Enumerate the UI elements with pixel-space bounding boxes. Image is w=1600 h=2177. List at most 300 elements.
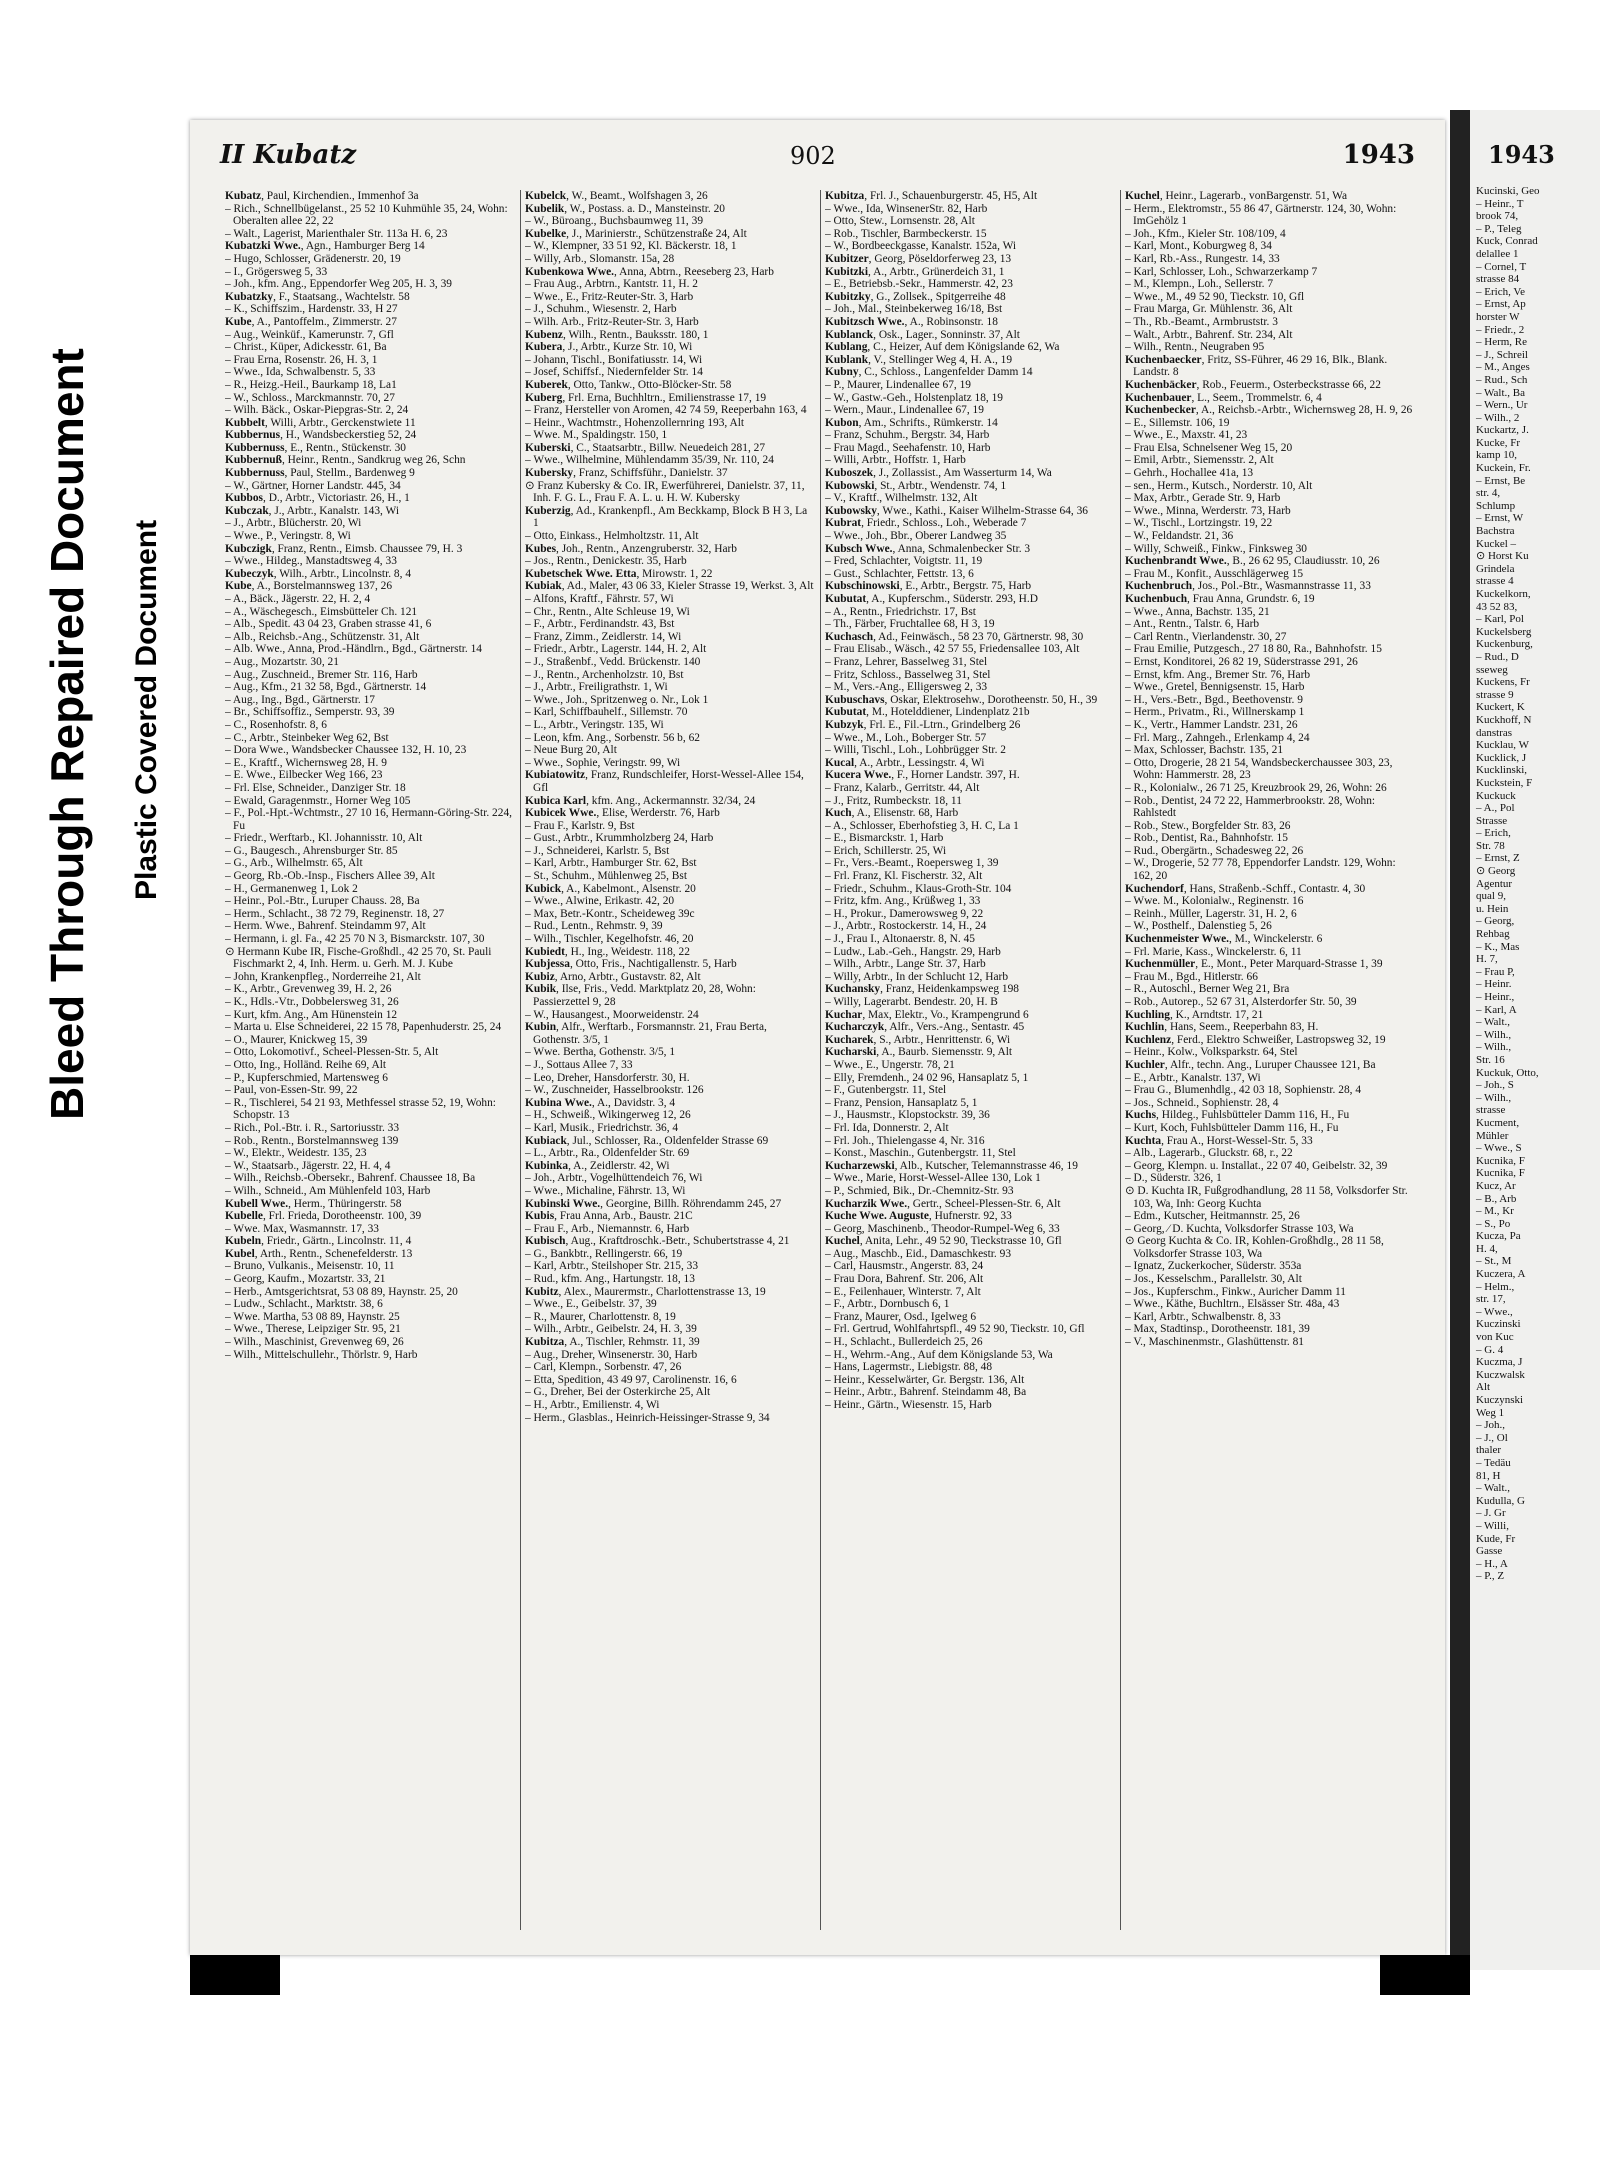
directory-entry: – Max, Stadtinsp., Dorotheenstr. 181, 39 — [1125, 1323, 1310, 1336]
directory-entry: – Rob., Tischler, Barmbeckerstr. 15 — [825, 227, 987, 240]
directory-entry: Kuchenbaecker, Fritz, SS-Führer, 46 29 16, Blk., Blank. Landstr. 8 — [1125, 353, 1388, 379]
adjacent-entry: Kuckert, K — [1476, 701, 1525, 714]
directory-entry: – Wwe., Wilhelmine, Mühlendamm 35/39, Nr. 110, 24 — [525, 454, 774, 467]
directory-entry: – Wwe., M., 49 52 90, Tieckstr. 10, Gfl — [1125, 290, 1305, 303]
directory-column-4 — [1125, 190, 1415, 1930]
adjacent-entry: – Ernst, Z — [1476, 852, 1520, 865]
adjacent-entry: – S., Po — [1476, 1217, 1511, 1230]
directory-entry: – Otto, Stew., Lornsenstr. 28, Alt — [825, 215, 975, 228]
adjacent-entry: 43 52 83, — [1476, 600, 1518, 613]
directory-entry: – Karl, Arbtr., Hamburger Str. 62, Bst — [525, 857, 697, 870]
directory-entry: – Wwe., Hildeg., Manstadtsweg 4, 33 — [225, 555, 397, 568]
directory-entry: – Karl, Arbtr., Steilshoper Str. 215, 33 — [525, 1260, 699, 1273]
column-divider — [520, 190, 521, 1930]
directory-entry: Kubera, J., Arbtr., Kurze Str. 10, Wi — [525, 341, 693, 354]
directory-entry: Kubzyk, Frl. E., Fil.-Ltrn., Grindelberg 26 — [825, 718, 1021, 731]
directory-entry: Kubitzky, G., Zollsek., Spitgerreihe 48 — [825, 290, 1006, 303]
adjacent-entry: – Erich, Ve — [1476, 285, 1525, 298]
directory-entry: Kube, A., Pantoffelm., Zimmerstr. 27 — [225, 315, 397, 328]
directory-entry: Kubelik, W., Postass. a. D., Mansteinstr. 20 — [525, 202, 725, 215]
directory-entry: Kubica Karl, kfm. Ang., Ackermannstr. 32/34, 24 — [525, 794, 756, 807]
directory-page — [190, 120, 1445, 1955]
directory-entry: – Ludw., Lab.-Geh., Hangstr. 29, Harb — [825, 945, 1001, 958]
directory-entry: – Leo, Dreher, Hansdorferstr. 30, H. — [525, 1071, 690, 1084]
directory-entry: – Johann, Tischl., Bonifatiusstr. 14, Wi — [525, 353, 703, 366]
directory-entry: – Walt., Arbtr., Bahrenf. Str. 234, Alt — [1125, 328, 1293, 341]
adjacent-entry: Kuczma, J — [1476, 1356, 1523, 1369]
adjacent-entry: Alt — [1476, 1381, 1491, 1394]
directory-entry: – Erich, Schillerstr. 25, Wi — [825, 844, 947, 857]
directory-entry: – Wwe., Ida, WinsenerStr. 82, Harb — [825, 202, 988, 215]
directory-entry: Kubenz, Wilh., Rentn., Bauksstr. 180, 1 — [525, 328, 709, 341]
directory-entry: – Elly, Fremdenh., 24 02 96, Hansaplatz 5, 1 — [825, 1071, 1029, 1084]
directory-entry: Kuchel, Anita, Lehr., 49 52 90, Tieckstrasse 10, Gfl — [825, 1235, 1062, 1248]
adjacent-entry: – Joh., S — [1476, 1079, 1514, 1092]
directory-entry: Kubsch Wwe., Anna, Schmalenbecker Str. 3 — [825, 542, 1031, 555]
directory-entry: – J., Arbtr., Freiligrathstr. 1, Wi — [525, 681, 668, 694]
adjacent-entry: Schlump — [1476, 499, 1516, 512]
directory-entry: Kubelck, W., Beamt., Wolfshagen 3, 26 — [525, 190, 708, 202]
directory-entry: – Rob., Dentist, Ra., Bahnhofstr. 15 — [1125, 832, 1288, 845]
adjacent-entry: Mühler — [1476, 1129, 1509, 1142]
adjacent-entry: Kuckelsberg — [1476, 625, 1532, 638]
directory-entry: Kubersky, Franz, Schiffsführ., Danielstr. 37 — [525, 467, 728, 480]
directory-entry: – Rob., Dentist, 24 72 22, Hammerbrookstr. 28, Wohn: Rahlstedt — [1125, 794, 1376, 820]
directory-entry: – Fr., Vers.-Beamt., Roepersweg 1, 39 — [825, 857, 999, 870]
directory-entry: – Alb., Spedit. 43 04 23, Graben strasse 41, 6 — [225, 618, 432, 631]
directory-entry: – Wilh., Tischler, Kegelhofstr. 46, 20 — [525, 933, 694, 946]
directory-entry: – Alb. Wwe., Anna, Prod.-Händlrn., Bgd., Gärtnerstr. 14 — [225, 643, 482, 656]
adjacent-entry: Kucnika, F — [1476, 1154, 1525, 1167]
directory-entry: – Wwe., Therese, Leipziger Str. 95, 21 — [225, 1323, 401, 1336]
directory-entry: – Emil, Arbtr., Siemensstr. 2, Alt — [1125, 454, 1274, 467]
directory-entry: – W., Hausangest., Moorweidenstr. 24 — [525, 1008, 699, 1021]
page-year: 1943 — [1342, 140, 1415, 170]
bleed-through-label: Bleed Through Repaired Document — [41, 348, 93, 1120]
adjacent-entry: Str. 16 — [1476, 1053, 1505, 1066]
directory-entry: Kuberski, C., Staatsarbtr., Billw. Neuedeich 281, 27 — [525, 441, 766, 454]
adjacent-entry: H. 4, — [1476, 1242, 1498, 1255]
directory-entry: Kubbernuss, E., Rentn., Stückenstr. 30 — [225, 441, 407, 454]
directory-entry: Kubeczyk, Wilh., Arbtr., Lincolnstr. 8, 4 — [225, 567, 412, 580]
directory-entry: Kube, A., Borstelmannsweg 137, 26 — [225, 580, 393, 593]
directory-entry: – Otto, Ing., Holländ. Reihe 69, Alt — [225, 1058, 387, 1071]
directory-entry: Kubitza, Frl. J., Schauenburgerstr. 45, H5, Alt — [825, 190, 1038, 202]
directory-entry: – W., Gärtner, Horner Landstr. 445, 34 — [225, 479, 401, 492]
directory-entry: – W., Klempner, 33 51 92, Kl. Bäckerstr. 18, 1 — [525, 240, 737, 253]
directory-entry: – A., Wäschegesch., Eimsbütteler Ch. 121 — [225, 605, 418, 618]
directory-entry: Kuchenmüller, E., Mont., Peter Marquard-Strasse 1, 39 — [1125, 958, 1383, 971]
adjacent-entry: – Georg, — [1476, 915, 1515, 928]
directory-entry: Kubell Wwe., Herm., Thüringerstr. 58 — [225, 1197, 402, 1210]
directory-entry: – Franz, Pension, Hansaplatz 5, 1 — [825, 1096, 978, 1109]
directory-entry: – Rob., Stew., Borgfelder Str. 83, 26 — [1125, 819, 1291, 832]
adjacent-entry: strasse 4 — [1476, 575, 1514, 588]
directory-entry: – D., Süderstr. 326, 1 — [1125, 1172, 1222, 1185]
adjacent-entry: Kuczera, A — [1476, 1268, 1526, 1281]
directory-entry: – J., Sottaus Allee 7, 33 — [525, 1058, 633, 1071]
adjacent-entry: von Kuc — [1476, 1331, 1514, 1344]
directory-entry: Kucharek, S., Arbtr., Henrittenstr. 6, Wi — [825, 1033, 1011, 1046]
directory-entry: Kublanck, Osk., Lager., Sonninstr. 37, Alt — [825, 328, 1020, 341]
directory-entry: – K., Hdls.-Vtr., Dobbelersweg 31, 26 — [225, 996, 399, 1008]
directory-entry: – Rob., Rentn., Borstelmannsweg 139 — [225, 1134, 399, 1147]
directory-entry: – Wwe., Joh., Spritzenweg o. Nr., Lok 1 — [525, 693, 709, 706]
directory-entry: – W., Posthelf., Dalenstieg 5, 26 — [1125, 920, 1272, 933]
directory-entry: – F., Gutenbergstr. 11, Stel — [825, 1084, 947, 1097]
directory-entry: – Walt., Lagerist, Marienthaler Str. 113a H. 6, 23 — [225, 227, 448, 240]
directory-entry: Kubes, Joh., Rentn., Anzengruberstr. 32, Harb — [525, 542, 737, 555]
directory-entry: – Frl. Else, Schneider., Danziger Str. 18 — [225, 781, 406, 794]
directory-entry: – Fritz, kfm. Ang., Krüßweg 1, 33 — [825, 895, 981, 908]
directory-entry: – Max, Betr.-Kontr., Scheideweg 39c — [525, 907, 695, 920]
directory-entry: – Wwe., Sophie, Veringstr. 99, Wi — [525, 756, 681, 769]
directory-entry: – E., Bismarckstr. 1, Harb — [825, 832, 944, 845]
directory-entry: – Rich., Pol.-Btr. i. R., Sartoriusstr. 33 — [225, 1121, 400, 1134]
directory-entry: – H., Vers.-Betr., Bgd., Beethovenstr. 9 — [1125, 693, 1303, 706]
directory-entry: Kuchenbäcker, Rob., Feuerm., Osterbeckstrasse 66, 22 — [1125, 378, 1381, 391]
directory-entry: – Gehrh., Hochallee 41a, 13 — [1125, 467, 1254, 480]
adjacent-entry: str. 17, — [1476, 1293, 1506, 1306]
directory-entry: – Franz, Zimm., Zeidlerstr. 14, Wi — [525, 630, 682, 643]
plastic-covered-label: Plastic Covered Document — [130, 519, 163, 900]
directory-entry: – R., Kolonialw., 26 71 25, Kreuzbrook 29, 26, Wohn: 26 — [1125, 781, 1387, 794]
adjacent-entry: Kuck, Conrad — [1476, 235, 1538, 248]
directory-entry: – H., Wehrm.-Ang., Auf dem Königslande 53, Wa — [825, 1348, 1053, 1361]
adjacent-entry: Kude, Fr — [1476, 1532, 1516, 1545]
directory-entry: Kuche Wwe. Auguste, Hufnerstr. 92, 33 — [825, 1210, 1012, 1223]
directory-entry: Kubutat, M., Hotelddiener, Lindenplatz 21b — [825, 706, 1030, 719]
directory-entry: – Wilh., Reichsb.-Obersekr., Bahrenf. Chaussee 18, Ba — [225, 1172, 476, 1185]
directory-entry: – sen., Herm., Kutsch., Norderstr. 10, Alt — [1125, 479, 1313, 492]
directory-entry: – Etta, Spedition, 43 49 97, Carolinenstr. 16, 6 — [525, 1373, 737, 1386]
directory-entry: – G., Bankbtr., Rellingerstr. 66, 19 — [525, 1247, 683, 1260]
directory-entry: – Wwe., Minna, Werderstr. 73, Harb — [1125, 504, 1291, 517]
adjacent-entry: strasse 84 — [1476, 273, 1520, 286]
directory-entry: – Frau Magd., Seehafenstr. 10, Harb — [825, 441, 991, 454]
directory-entry: – Wilh. Arb., Fritz-Reuter-Str. 3, Harb — [525, 315, 699, 328]
directory-entry: – Aug., Zuschneid., Bremer Str. 116, Harb — [225, 668, 418, 681]
adjacent-entry: – Wilh., — [1476, 1041, 1512, 1054]
directory-entry: Kubick, A., Kabelmont., Alsenstr. 20 — [525, 882, 696, 895]
directory-entry: – Neue Burg 20, Alt — [525, 744, 617, 757]
directory-entry: – Jos., Schneid., Sophienstr. 28, 4 — [1125, 1096, 1279, 1109]
directory-entry: – Hans, Lagermstr., Liebigstr. 88, 48 — [825, 1361, 993, 1374]
directory-entry: – J., Schuhm., Wiesenstr. 2, Harb — [525, 303, 677, 316]
directory-entry: – W., Zuschneider, Hasselbrookstr. 126 — [525, 1084, 704, 1097]
directory-entry: Kubatzky, F., Staatsang., Wachtelstr. 58 — [225, 290, 410, 303]
column-divider — [820, 190, 821, 1930]
adjacent-entry: – Wilh., 2 — [1476, 411, 1520, 424]
adjacent-entry: brook 74, — [1476, 210, 1519, 223]
directory-entry: – Willy, Arbtr., In der Schlucht 12, Harb — [825, 970, 1009, 983]
directory-entry: – Gust., Schlachter, Fettstr. 13, 6 — [825, 567, 974, 580]
directory-entry: – Herb., Amtsgerichtsrat, 53 08 89, Haynstr. 25, 20 — [225, 1285, 458, 1298]
adjacent-entry: Kuczwalsk — [1476, 1368, 1525, 1381]
adjacent-entry: Kuckein, Fr. — [1476, 462, 1531, 475]
directory-entry: – Br., Schiffsoffiz., Semperstr. 93, 39 — [225, 706, 395, 719]
directory-entry: – Karl, Rb.-Ass., Rungestr. 14, 33 — [1125, 252, 1280, 265]
directory-entry: – Joh., Kfm., Kieler Str. 108/109, 4 — [1125, 227, 1286, 240]
directory-entry: – Georg, ∕ D. Kuchta, Volksdorfer Strasse 103, Wa — [1125, 1222, 1354, 1235]
directory-entry: – Jos., Kesselschm., Parallelstr. 30, Alt — [1125, 1273, 1302, 1286]
directory-entry: – Aug., Mozartstr. 30, 21 — [225, 655, 339, 668]
directory-entry: Kubis, Frau Anna, Arb., Baustr. 21C — [525, 1210, 693, 1223]
directory-entry: Kubeln, Friedr., Gärtn., Lincolnstr. 11, 4 — [225, 1235, 412, 1248]
directory-entry: – Kurt, kfm. Ang., Am Hünenstein 12 — [225, 1008, 398, 1021]
directory-entry: – Willy, Arb., Slomanstr. 15a, 28 — [525, 252, 675, 265]
directory-entry: Kuberzig, Ad., Krankenpfl., Am Beckkamp, Block B H 3, La 1 — [525, 504, 808, 530]
directory-entry: – Ewald, Garagenmstr., Horner Weg 105 — [225, 794, 411, 807]
directory-entry: Kucharski, A., Baurb. Siemensstr. 9, Alt — [825, 1046, 1013, 1059]
column-divider — [1120, 190, 1121, 1930]
scan-margin — [0, 0, 1600, 50]
directory-entry: Kubbernuss, Paul, Stellm., Bardenweg 9 — [225, 467, 415, 480]
adjacent-entry: – M., Anges — [1476, 361, 1530, 374]
adjacent-entry: – Helm., — [1476, 1280, 1515, 1293]
adjacent-entry: – H., A — [1476, 1557, 1508, 1570]
directory-entry: – Aug., Kfm., 21 32 58, Bgd., Gärtnerstr. 14 — [225, 681, 427, 694]
directory-entry: – Wwe., Michaline, Fährstr. 13, Wi — [525, 1184, 686, 1197]
directory-entry: – Bruno, Vulkanis., Meisenstr. 10, 11 — [225, 1260, 395, 1273]
directory-entry: – Frl. Gertrud, Wohlfahrtspfl., 49 52 90, Tieckstr. 10, Gfl — [825, 1323, 1085, 1336]
directory-entry: Kuchenbruch, Jos., Pol.-Btr., Wasmannstrasse 11, 33 — [1125, 580, 1371, 593]
directory-entry: – Franz, Hersteller von Aromen, 42 74 59, Reeperbahn 163, 4 — [525, 404, 807, 417]
directory-entry: Kucharzik Wwe., Gertr., Scheel-Plessen-Str. 6, Alt — [825, 1197, 1061, 1210]
directory-entry: – H., Germanenweg 1, Lok 2 — [225, 882, 358, 895]
adjacent-entry: – Walt., — [1476, 1016, 1511, 1029]
directory-entry: – Rud., Lentn., Rehmstr. 9, 39 — [525, 920, 663, 933]
directory-entry: – H., Schlacht., Bullerdeich 25, 26 — [825, 1336, 983, 1349]
directory-entry: – Chr., Rentn., Alte Schleuse 19, Wi — [525, 605, 690, 618]
directory-entry: – Heinr., Arbtr., Bahrenf. Steindamm 48, Ba — [825, 1386, 1027, 1399]
directory-entry: Kubiack, Jul., Schlosser, Ra., Oldenfelder Strasse 69 — [525, 1134, 769, 1147]
directory-entry: – Wwe. M., Spaldingstr. 150, 1 — [525, 429, 668, 442]
directory-entry: – Alb., Lagerarb., Gluckstr. 68, r., 22 — [1125, 1147, 1293, 1160]
directory-entry: ⊙ Franz Kubersky & Co. IR, Ewerführerei, Danielstr. 37, 11, Inh. F. G. L., Frau F. A. L. u. H. W. Kubersky — [525, 479, 805, 505]
directory-entry: Kublang, C., Heizer, Auf dem Königslande 62, Wa — [825, 341, 1060, 354]
adjacent-entry: – Rud., Sch — [1476, 373, 1528, 386]
directory-entry: – W., Bordbeeckgasse, Kanalstr. 152a, Wi — [825, 240, 1017, 253]
directory-entry: – Ignatz, Zuckerkocher, Süderstr. 353a — [1125, 1260, 1302, 1273]
page-number: 902 — [790, 142, 836, 170]
directory-entry: Kuchenbuch, Frau Anna, Grundstr. 6, 19 — [1125, 593, 1315, 605]
adjacent-entry: Kuckstein, F — [1476, 776, 1533, 789]
directory-entry: – Aug., Dreher, Winsenerstr. 30, Harb — [525, 1348, 698, 1361]
directory-entry: Kubik, Ilse, Fris., Vedd. Marktplatz 20, 28, Wohn: Passierzettel 9, 28 — [525, 983, 756, 1008]
adjacent-entry: ⊙ Horst Ku — [1476, 550, 1529, 563]
directory-entry: ⊙ Georg Kuchta & Co. IR, Kohlen-Großhdlg., 28 11 58, Volksdorfer Strasse 103, Wa — [1125, 1235, 1384, 1260]
adjacent-entry: – St., M — [1476, 1255, 1512, 1268]
adjacent-entry: Rehbag — [1476, 928, 1510, 941]
adjacent-entry: – Rud., D — [1476, 650, 1519, 663]
directory-entry: – K., Vertr., Hammer Landstr. 231, 26 — [1125, 718, 1298, 731]
directory-entry: Kubbernus, H., Wandsbeckerstieg 52, 24 — [225, 429, 417, 442]
adjacent-entry: horster W — [1476, 310, 1520, 323]
directory-entry: – Aug., Ing., Bgd., Gärtnerstr. 17 — [225, 693, 375, 706]
directory-entry: Kuboszek, J., Zollassist., Am Wasserturm 14, Wa — [825, 467, 1052, 480]
directory-entry: – Frau Elsa, Schnelsener Weg 15, 20 — [1125, 441, 1293, 454]
directory-entry: Kuchenbauer, L., Seem., Trommelstr. 6, 4 — [1125, 391, 1322, 404]
adjacent-entry: sseweg — [1476, 663, 1508, 676]
adjacent-entry: – Wwe., S — [1476, 1142, 1522, 1155]
directory-entry: – E. Wwe., Eilbecker Weg 166, 23 — [225, 769, 383, 782]
directory-entry: Kubin, Alfr., Werftarb., Forsmannstr. 21, Frau Berta, Gothenstr. 3/5, 1 — [525, 1021, 767, 1046]
directory-entry: – R., Autoschl., Berner Weg 21, Bra — [1125, 983, 1290, 996]
adjacent-entry: qual 9, — [1476, 890, 1506, 903]
directory-entry: – Alfons, Kraftf., Fährstr. 57, Wi — [525, 593, 674, 605]
directory-entry: Kubiatowitz, Franz, Rundschleifer, Horst-Wessel-Allee 154, Gfl — [525, 769, 804, 794]
directory-entry: – W., Gastw.-Geh., Holstenplatz 18, 19 — [825, 391, 1004, 404]
directory-entry: Kuch, A., Elisenstr. 68, Harb — [825, 807, 959, 820]
directory-entry: Kuchasch, Ad., Feinwäsch., 58 23 70, Gärtnerstr. 98, 30 — [825, 630, 1084, 643]
directory-entry: Kuchendorf, Hans, Straßenb.-Schff., Contastr. 4, 30 — [1125, 882, 1366, 895]
directory-entry: – Willy, Schweiß., Finkw., Finksweg 30 — [1125, 542, 1308, 555]
adjacent-entry: – P., Z — [1476, 1570, 1505, 1583]
adjacent-entry: – Walt., — [1476, 1482, 1511, 1495]
directory-entry: Kucera Wwe., F., Horner Landstr. 397, H. — [825, 769, 1020, 782]
directory-entry: Kubowski, St., Arbtr., Wendenstr. 74, 1 — [825, 479, 1007, 492]
directory-entry: – Wilh., Schneid., Am Mühlenfeld 103, Harb — [225, 1184, 431, 1197]
adjacent-page-year: 1943 — [1488, 140, 1555, 169]
directory-entry: Kubschinowski, E., Arbtr., Bergstr. 75, Harb — [825, 580, 1032, 593]
directory-entry: – Frau F., Karlstr. 9, Bst — [525, 819, 635, 832]
directory-entry: – Wwe., E., Maxstr. 41, 23 — [1125, 429, 1248, 442]
directory-entry: – L., Arbtr., Veringstr. 135, Wi — [525, 718, 664, 731]
directory-entry: – Dora Wwe., Wandsbecker Chaussee 132, H. 10, 23 — [225, 744, 467, 757]
adjacent-entry: – A., Pol — [1476, 802, 1515, 815]
adjacent-entry: kamp 10, — [1476, 449, 1517, 462]
directory-entry: – J., Straßenbf., Vedd. Brückenstr. 140 — [525, 655, 701, 668]
adjacent-entry: Str. 78 — [1476, 839, 1505, 852]
directory-entry: – Wwe., E., Geibelstr. 37, 39 — [525, 1298, 657, 1311]
directory-entry: – Georg, Maschinenb., Theodor-Rumpel-Weg 6, 33 — [825, 1222, 1060, 1235]
directory-entry: Kucharzewski, Alb., Kutscher, Telemannstrasse 46, 19 — [825, 1159, 1078, 1172]
directory-entry: – Carl, Klempn., Sorbenstr. 47, 26 — [525, 1361, 682, 1374]
adjacent-entry: Strasse — [1476, 814, 1508, 827]
adjacent-entry: Kuczynski — [1476, 1394, 1524, 1406]
binding-gutter — [1450, 110, 1470, 1990]
directory-entry: Kubiak, Ad., Maler, 43 06 33, Kieler Strasse 19, Werkst. 3, Alt — [525, 580, 814, 593]
directory-entry: Kubczak, J., Arbtr., Kanalstr. 143, Wi — [225, 504, 399, 517]
directory-entry: – V., Maschinenmstr., Glashüttenstr. 81 — [1125, 1336, 1304, 1349]
adjacent-entry: Kudulla, G — [1476, 1494, 1525, 1507]
directory-entry: Kubczigk, Franz, Rentn., Eimsb. Chaussee 79, H. 3 — [225, 542, 463, 555]
directory-entry: – Ludw., Schlacht., Marktstr. 38, 6 — [225, 1298, 383, 1311]
directory-entry: Kubina Wwe., A., Davidstr. 3, 4 — [525, 1096, 676, 1109]
directory-entry: – Otto, Einkass., Helmholtzstr. 11, Alt — [525, 530, 699, 543]
adjacent-entry: – B., Arb — [1476, 1192, 1517, 1205]
directory-entry: Kubbelt, Willi, Arbtr., Gerckenstwiete 11 — [225, 416, 416, 429]
directory-entry: – Franz, Maurer, Osd., Igelweg 6 — [825, 1310, 977, 1323]
adjacent-entry: – M., Kr — [1476, 1205, 1514, 1218]
directory-entry: – A., Schlosser, Eberhofstieg 3, H. C, La 1 — [825, 819, 1019, 832]
directory-entry: – Fritz, Schloss., Basselweg 31, Stel — [825, 668, 991, 681]
directory-entry: – Friedr., Werftarb., Kl. Johannisstr. 10, Alt — [225, 832, 423, 845]
directory-entry: – F., Arbtr., Dornbusch 6, 1 — [825, 1298, 950, 1311]
adjacent-entry: – Cornel, T — [1476, 260, 1527, 273]
directory-entry: – Gust., Arbtr., Krummholzberg 24, Harb — [525, 832, 714, 845]
directory-entry: Kubiedt, H., Ing., Weidestr. 118, 22 — [525, 945, 690, 958]
directory-entry: – G., Arb., Wilhelmstr. 65, Alt — [225, 857, 363, 870]
directory-entry: Kubelle, Frl. Frieda, Dorotheenstr. 100, 39 — [225, 1210, 422, 1223]
directory-entry: – Th., Färber, Fruchtallee 68, H 3, 19 — [825, 618, 995, 631]
directory-entry: – Joh., kfm. Ang., Eppendorfer Weg 205, H. 3, 39 — [225, 278, 452, 291]
directory-entry: – Friedr., Schuhm., Klaus-Groth-Str. 104 — [825, 882, 1012, 895]
directory-entry: – Carl, Hausmstr., Angerstr. 83, 24 — [825, 1260, 984, 1273]
directory-entry: – Kurt, Koch, Fuhlsbütteler Damm 116, H., Fu — [1125, 1121, 1339, 1134]
directory-entry: – Wilh. Bäck., Oskar-Piepgras-Str. 2, 24 — [225, 404, 409, 417]
directory-entry: – J., Fritz, Rumbeckstr. 18, 11 — [825, 794, 962, 807]
adjacent-entry: strasse — [1476, 1104, 1506, 1117]
directory-entry: – Frau Emilie, Putzgesch., 27 18 80, Ra., Bahnhofstr. 15 — [1125, 643, 1382, 656]
directory-entry: – F., Pol.-Hpt.-Wchtmstr., 27 10 16, Hermann-Göring-Str. 224, Fu — [225, 807, 512, 832]
running-head: II Kubatz — [220, 140, 357, 170]
directory-column-1 — [225, 190, 515, 1930]
directory-entry: – Jos., Rentn., Denickestr. 35, Harb — [525, 555, 687, 568]
adjacent-entry: – Ernst, Ap — [1476, 298, 1526, 311]
directory-entry: Kublank, V., Stellinger Weg 4, H. A., 19 — [825, 353, 1013, 366]
adjacent-entry: 81, H — [1476, 1469, 1501, 1482]
directory-entry: – Otto, Drogerie, 28 21 54, Wandsbeckerchaussee 303, 23, Wohn: Hammerstr. 28, 23 — [1125, 756, 1393, 782]
directory-entry: Kucal, A., Arbtr., Lessingstr. 4, Wi — [825, 756, 985, 769]
directory-entry: – Heinr., Gärtn., Wiesenstr. 15, Harb — [825, 1399, 992, 1411]
directory-entry: – R., Maurer, Charlottenstr. 8, 19 — [525, 1310, 676, 1323]
adjacent-entry: – Ernst, Be — [1476, 474, 1526, 487]
scan-edge-mark — [190, 1955, 280, 1995]
directory-entry: – Georg, Kaufm., Mozartstr. 33, 21 — [225, 1273, 386, 1286]
directory-entry: – H., Arbtr., Emilienstr. 4, Wi — [525, 1399, 660, 1411]
directory-entry: – Georg, Klempn. u. Installat., 22 07 40, Geibelstr. 32, 39 — [1125, 1159, 1388, 1172]
directory-entry: – E., Kraftf., Wichernsweg 28, H. 9 — [225, 756, 387, 769]
adjacent-entry: Kuckhoff, N — [1476, 713, 1532, 726]
directory-entry: – Wilh., Arbtr., Geibelstr. 24, H. 3, 39 — [525, 1323, 697, 1336]
directory-entry: – Aug., Maschb., Eid., Damaschkestr. 93 — [825, 1247, 1012, 1260]
directory-entry: – Wilh., Rentn., Neugraben 95 — [1125, 341, 1265, 354]
directory-entry: Kubon, Am., Schrifts., Rümkerstr. 14 — [825, 416, 998, 429]
directory-entry: – W., Tischl., Lortzingstr. 19, 22 — [1125, 517, 1273, 530]
directory-entry: – Frl. Joh., Thielengasse 4, Nr. 316 — [825, 1134, 985, 1147]
adjacent-entry: str. 4, — [1476, 487, 1501, 500]
directory-entry: Kubbos, D., Arbtr., Victoriastr. 26, H., 1 — [225, 492, 410, 505]
directory-entry: Kuchar, Max, Elektr., Vo., Krampengrund 6 — [825, 1008, 1029, 1021]
directory-entry: Kubbernuß, Heinr., Rentn., Sandkrug weg 26, Schn — [225, 454, 466, 467]
directory-entry: – Konst., Maschin., Gutenbergstr. 11, Stel — [825, 1147, 1016, 1160]
directory-entry: Kuchta, Frau A., Horst-Wessel-Str. 5, 33 — [1125, 1134, 1313, 1147]
adjacent-entry: Kuckuck — [1476, 789, 1516, 802]
directory-entry: Kuchel, Heinr., Lagerarb., vonBargenstr. 51, Wa — [1125, 190, 1348, 202]
directory-entry: – Wwe., E., Ungerstr. 78, 21 — [825, 1058, 955, 1071]
directory-entry: – H., Schweiß., Wikingerweg 12, 26 — [525, 1109, 691, 1122]
adjacent-entry: – Tedäu — [1476, 1456, 1511, 1469]
adjacent-entry: – Karl, Pol — [1476, 613, 1524, 626]
directory-entry: – W., Büroang., Buchsbaumweg 11, 39 — [525, 215, 704, 228]
directory-entry: – Hugo, Schlosser, Grädenerstr. 20, 19 — [225, 252, 401, 265]
directory-entry: – P., Maurer, Lindenallee 67, 19 — [825, 378, 972, 391]
directory-entry: – Ernst, Konditorei, 26 82 19, Süderstrasse 291, 26 — [1125, 655, 1358, 668]
adjacent-entry: strasse 9 — [1476, 688, 1514, 701]
adjacent-entry: Kuckens, Fr — [1476, 676, 1530, 689]
directory-entry: – Wilh., Maschinist, Grevenweg 69, 26 — [225, 1336, 404, 1349]
directory-entry: – Frl. Marie, Kass., Winckelerstr. 6, 11 — [1125, 945, 1302, 958]
directory-entry: – Franz, Lehrer, Basselweg 31, Stel — [825, 655, 988, 668]
directory-entry: – Th., Rb.-Beamt., Armbruststr. 3 — [1125, 315, 1278, 328]
directory-entry: – Otto, Lokomotivf., Scheel-Plessen-Str. 5, Alt — [225, 1046, 439, 1059]
directory-entry: – W., Schloss., Marckmannstr. 70, 27 — [225, 391, 395, 404]
directory-entry: Kubuschavs, Oskar, Elektrosehw., Dorotheenstr. 50, H., 39 — [825, 693, 1098, 706]
directory-entry: – Wwe., Joh., Bbr., Oberer Landweg 35 — [825, 530, 1007, 543]
directory-entry: Kuberg, Frl. Erna, Buchhltrn., Emilienstrasse 17, 19 — [525, 391, 767, 404]
